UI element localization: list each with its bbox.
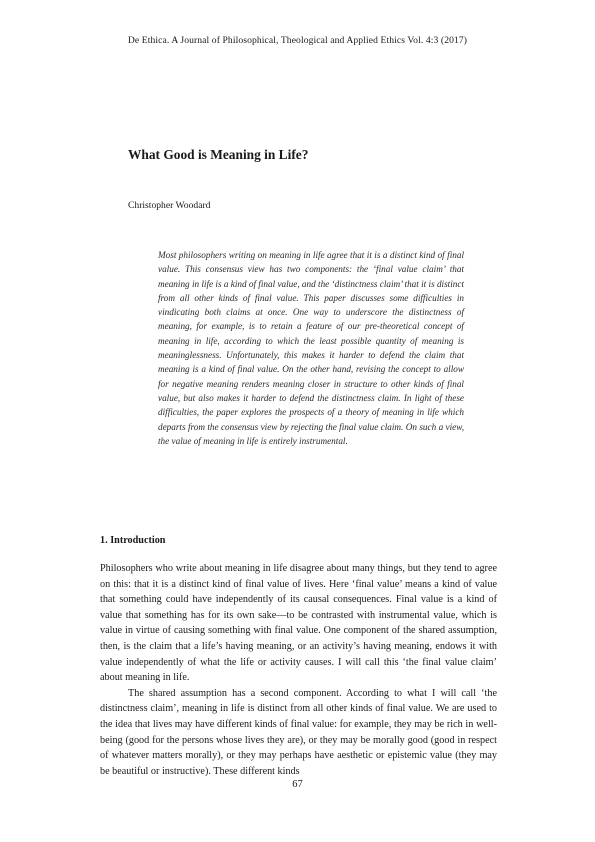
body-text	[100, 561, 497, 779]
body-paragraph: The shared assumption has a second component. According to what I will call ‘the distinctness claim’, meaning in life is distinct from all other kinds of final value. We are used to the idea that lives may have different kinds of final value: for example, they may be rich in well-being (good for the persons whose lives they are), or they may be morally good (good in respect of whatever matters morally), or they may perhaps have aesthetic or epistemic value (they may be beautiful or instructive). These different kinds	[100, 687, 497, 777]
article-author: Christopher Woodard	[128, 200, 211, 211]
body-paragraph: Philosophers who write about meaning in life disagree about many things, but they tend to agree on this: that it is a distinct kind of final value of lives. Here ‘final value’ means a kind of value that something could have independently of its causal consequences. Final value is a kind of value that something has for its own sake—to be contrasted with instrumental value, which is value in virtue of causing something with final value. One component of the shared assumption, then, is the claim that a life’s having meaning, or an activity’s having meaning, endows it with value independently of what the life or activity causes. I will call this ‘the final value claim’ about meaning in life.	[100, 563, 497, 684]
running-header: De Ethica. A Journal of Philosophical, Theological and Applied Ethics Vol. 4:3 (2017)	[127, 35, 468, 46]
page-number: 67	[292, 779, 303, 790]
section-heading: 1. Introduction	[100, 535, 166, 546]
abstract: Most philosophers writing on meaning in life agree that it is a distinct kind of final value. This consensus view has two components: the ‘final value claim’ that meaning in life is a kind of final value, and the ‘distinctness claim’ that it is distinct from all other kinds of final value. This paper discusses some difficulties in vindicating both claims at once. One way to underscore the distinctness of meaning, for example, is to retain a feature of our pre-theoretical concept of meaning in life, according to which the least possible quantity of meaning is meaninglessness. Unfortunately, this makes it harder to defend the claim that meaning is a kind of final value. On the other hand, revising the concept to allow for negative meaning renders meaning closer in structure to other kinds of final value, but also makes it harder to defend the distinctness claim. In light of these difficulties, the paper explores the prospects of a theory of meaning in life which departs from the consensus view by rejecting the final value claim. On such a view, the value of meaning in life is entirely instrumental.	[158, 250, 464, 446]
article-title: What Good is Meaning in Life?	[128, 147, 309, 162]
